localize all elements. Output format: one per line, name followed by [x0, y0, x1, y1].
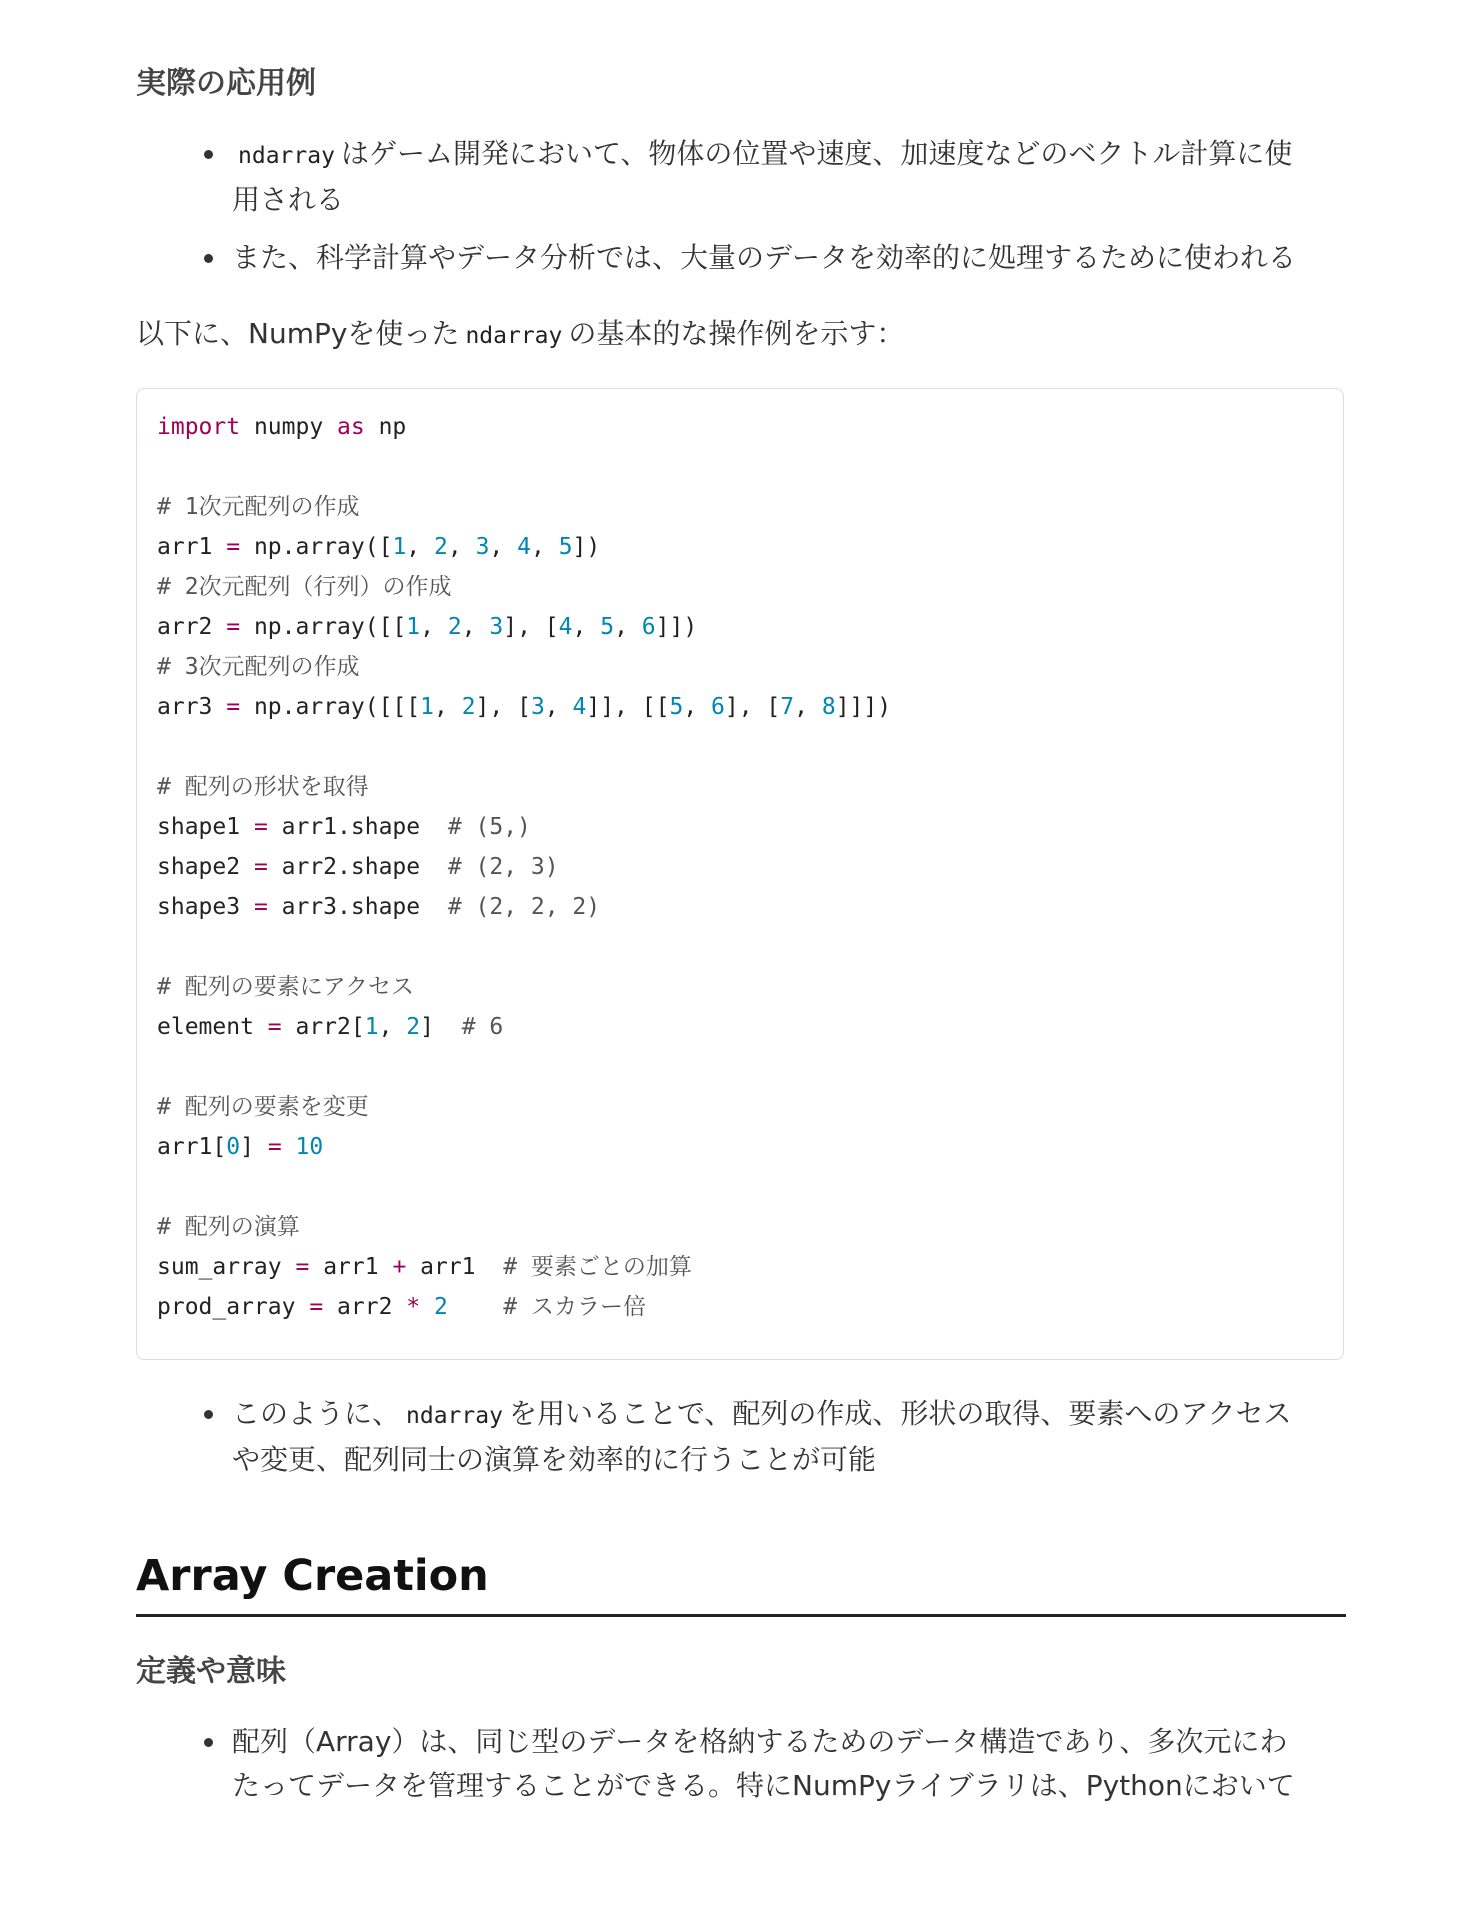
section-heading-definition: 定義や意味 — [136, 1654, 286, 1689]
intro-paragraph: 以下に、NumPyを使った ndarray の基本的な操作例を示す： — [136, 317, 905, 350]
page-title-array-creation: Array Creation — [136, 1551, 489, 1601]
code-line: shape3 = arr3.shape # (2, 2, 2) — [157, 894, 601, 920]
section-heading-applications: 実際の応用例 — [136, 66, 316, 101]
code-line: arr1 = np.array([1, 2, 3, 4, 5]) — [157, 534, 601, 560]
code-comment: # 配列の形状を取得 — [157, 774, 369, 800]
code-line: arr3 = np.array([[[1, 2], [3, 4]], [[5, 6], [7, 8]]]) — [157, 694, 892, 720]
code-line: element = arr2[1, 2] # 6 — [157, 1014, 504, 1040]
code-line: arr1[0] = 10 — [157, 1134, 324, 1160]
list-item: ndarray はゲーム開発において、物体の位置や速度、加速度などのベクトル計算に使 用される — [136, 132, 1346, 222]
code-comment: # 配列の要素を変更 — [157, 1094, 369, 1120]
code-comment: # 配列の要素にアクセス — [157, 974, 415, 1000]
code-line: sum_array = arr1 + arr1 # 要素ごとの加算 — [157, 1254, 692, 1280]
code-comment: # 3次元配列の作成 — [157, 654, 360, 680]
list-item: このように、 ndarray を用いることで、配列の作成、形状の取得、要素へのアクセス や変更、配列同士の演算を効率的に行うことが可能 — [136, 1392, 1346, 1482]
code-comment: # 配列の演算 — [157, 1214, 300, 1240]
code-line: shape1 = arr1.shape # (5,) — [157, 814, 531, 840]
heading-divider — [136, 1614, 1346, 1617]
code-line: prod_array = arr2 * 2 # スカラー倍 — [157, 1294, 646, 1320]
code-comment: # 2次元配列（行列）の作成 — [157, 574, 452, 600]
inline-code: ndarray — [406, 1403, 503, 1429]
applications-list — [136, 132, 1346, 294]
list-item: また、科学計算やデータ分析では、大量のデータを効率的に処理するために使われる — [136, 236, 1346, 280]
code-line: arr2 = np.array([[1, 2, 3], [4, 5, 6]]) — [157, 614, 698, 640]
inline-code: ndarray — [238, 143, 335, 169]
definition-list — [136, 1720, 1346, 1822]
code-line: import numpy as np — [157, 414, 407, 440]
code-comment: # 1次元配列の作成 — [157, 494, 360, 520]
list-item: 配列（Array）は、同じ型のデータを格納するためのデータ構造であり、多次元にわ たってデータを管理することができる。特にNumPyライブラリは、Pythonにおいて — [136, 1720, 1346, 1808]
summary-list — [136, 1392, 1346, 1496]
code-line: shape2 = arr2.shape # (2, 3) — [157, 854, 559, 880]
code-block[interactable] — [136, 388, 1344, 1360]
inline-code: ndarray — [465, 323, 563, 349]
